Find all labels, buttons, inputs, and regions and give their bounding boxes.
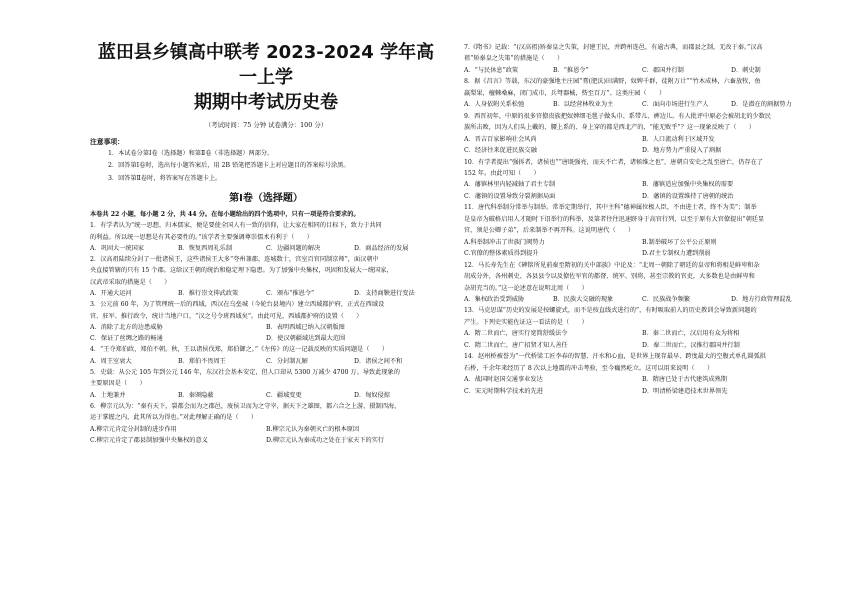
question-stem-line: 产生。下列史实能佐证这一看法的是（ ） bbox=[464, 318, 588, 326]
question-stem-line: 官，须是公卿子弟”，后来制举不再开科。这说明唐代（ ） bbox=[464, 227, 635, 235]
answer-option: B．表明西域已纳入汉朝版图 bbox=[266, 323, 345, 331]
question-stem-line: 主要原因是（ ） bbox=[90, 380, 146, 388]
question-stem-line: 5．史载：从公元 105 年到公元 146 年，东汉社会基本安定，但人口却从 5300 万减少 4700 万。导致此现象的 bbox=[90, 369, 400, 377]
question-stem-line: 4．“王夺郑伯政，郑伯不朝。秋，王以诸侯伐郑，郑伯御之。”《左传》的这一记载反映的实质问题是（ ） bbox=[90, 346, 388, 354]
question-stem-line: 的利益。所以统一思想是有其必要性的。”该学者主要强调尊崇儒术有利于（ ） bbox=[90, 233, 313, 241]
answer-option: B．隋唐已处于古代建筑成熟期 bbox=[642, 376, 727, 384]
answer-option: D．使汉朝疆域达到最大范围 bbox=[266, 335, 346, 343]
question-stem-line: 族所击败，因为人们头上戴的、腰上系的、身上穿的都是西北产的，“能无败乎”？这一现象反映了（ ） bbox=[464, 124, 755, 132]
answer-option: B．民族大交融的现象 bbox=[553, 295, 614, 303]
question-stem-line: 9．西晋初年，中原的很多官僚贵族把奴婢细毛毯子做头巾、系带儿、裤边儿。有人批评中原必会被胡北的少数民 bbox=[464, 112, 772, 120]
answer-option: B．秦颁隐蔽 bbox=[178, 391, 214, 399]
answer-option: C．隋二世而亡，唐广招贤才知人善任 bbox=[464, 341, 568, 349]
answer-option: C．分封制瓦解 bbox=[266, 357, 308, 365]
answer-option: D.君主专制权力遭到削弱 bbox=[642, 250, 711, 258]
answer-option: A．开通大运河 bbox=[90, 290, 132, 297]
exam-title-line-2: 期期中考试历史卷 bbox=[194, 92, 338, 113]
answer-option: B．“推恩令” bbox=[553, 66, 589, 74]
notice-item-3: 3．回答第Ⅱ卷时，将答案写在答题卡上。 bbox=[108, 174, 222, 182]
section-title: 第Ⅰ卷（选择题） bbox=[229, 193, 303, 205]
answer-options bbox=[90, 243, 442, 254]
answer-option: D．藩镇的设置维持了唐朝的统治 bbox=[642, 192, 734, 200]
answer-option: D．刺史制 bbox=[731, 66, 761, 74]
question-stem-line: 汉武帝采取的措施是（ ） bbox=[90, 278, 171, 286]
question-stem-line: 官、驻军、推行政令，统计当地户口，“汉之号令班西域矣”。由此可见，西域都护府的设置（ ） bbox=[90, 312, 363, 320]
answer-option: D．是潜在的割据势力 bbox=[731, 101, 792, 109]
answer-option: C．郡国并行制 bbox=[642, 66, 684, 74]
question-stem-line: 是皇帝为破格启用人才随时下诏举行的科举，及第者往往迅速跻身于高官行列，以至于原有大官僚提出“朝廷显 bbox=[464, 215, 765, 223]
question-block bbox=[90, 254, 442, 299]
answer-option: B．郑伯不畏周王 bbox=[178, 357, 226, 365]
answer-option: D．匈奴侵掠 bbox=[354, 391, 390, 399]
answer-option: D．秦二世而亡，汉推行郡国并行制 bbox=[642, 341, 740, 349]
answer-option: A．“与民休息”政策 bbox=[464, 66, 519, 74]
answer-option: B．恢复西周礼乐制 bbox=[178, 244, 233, 252]
question-block bbox=[464, 351, 820, 397]
question-block bbox=[464, 157, 820, 203]
question-stem-line: 6．柳宗元认为：“秦有天下，裂都会而为之郡邑，废侯卫而为之守宰，据天下之雄图，都六合之上游，摄制四海， bbox=[90, 402, 401, 410]
answer-option: C．藩镇的设置导致分裂割据局面 bbox=[464, 192, 556, 200]
answer-option: A．周王室衰大 bbox=[90, 357, 132, 365]
answer-option: C．面向市场进行生产人 bbox=[642, 101, 709, 109]
answer-option: B．以经营林牧业为主 bbox=[553, 101, 614, 109]
answer-option: A．藩镇林里内轻减轴了君主专制 bbox=[464, 181, 556, 189]
answer-option: A．消除了北方的边患威胁 bbox=[90, 323, 163, 331]
question-block bbox=[90, 344, 442, 367]
answer-option: D．商品经济的发展 bbox=[354, 244, 409, 252]
answer-options bbox=[90, 356, 442, 367]
answer-option: D.柳宗元认为秦成功之处在于家天下的实行 bbox=[266, 436, 385, 444]
answer-option: A．土地兼并 bbox=[90, 391, 126, 399]
notice-item-2: 2．回答第Ⅰ卷时，选出每小题答案后，用 2B 铅笔把答题卡上对应题目的答案标号涂黑。 bbox=[108, 162, 350, 170]
answer-option: B.制举破坏了公平公正原则 bbox=[642, 238, 717, 246]
answer-option: B．推行崇文抑武政策 bbox=[178, 290, 239, 297]
question-stem-line: 祖“矫秦皇之失策”的措施是（ ） bbox=[464, 55, 564, 63]
question-block bbox=[464, 42, 820, 76]
question-stem-line: 石桥，千余年来经历了 8 次以上地震的冲击考验，至今巍然屹立。这可以用来说明（ ） bbox=[464, 364, 714, 372]
question-stem-line: 央直接管辖的只有 15 个郡。这给汉王朝的统治和稳定埋下隐患。为了加强中央集权，巩固和发展大一统国家， bbox=[90, 267, 393, 275]
question-stem-line: 14．赵州桥被誉为“一代桥梁工匠李春的智慧、汗水和心血，是世界上现存最早、跨度最大的空腹式单孔圆弧拱 bbox=[464, 353, 766, 361]
right-question-list bbox=[464, 42, 820, 397]
answer-options bbox=[464, 374, 820, 397]
exam-title bbox=[90, 40, 442, 115]
answer-option: D．地方行政管理混乱 bbox=[731, 295, 792, 303]
right-column bbox=[464, 42, 820, 397]
answer-options bbox=[90, 424, 442, 447]
answer-options bbox=[464, 328, 820, 351]
answer-option: D．诸侯之间不和 bbox=[354, 357, 403, 365]
question-stem-line: 152 年。由此可知（ ） bbox=[464, 169, 540, 177]
left-column bbox=[90, 40, 442, 446]
notice-heading: 注意事项： bbox=[90, 138, 124, 146]
answer-options bbox=[90, 288, 442, 299]
question-block bbox=[90, 220, 442, 254]
answer-option: A．隋二世而亡，唐实行宽简舒缓法令 bbox=[464, 330, 568, 338]
answer-option: C．边疆问题的解决 bbox=[266, 244, 321, 252]
answer-options bbox=[464, 134, 820, 157]
answer-option: C．经济往来促进民族交融 bbox=[464, 147, 537, 155]
answer-options bbox=[464, 237, 820, 260]
answer-option: C．疆域变更 bbox=[266, 391, 302, 399]
answer-options bbox=[464, 99, 820, 110]
answer-option: B．秦二世而亡，汉启用有众为将相 bbox=[642, 330, 740, 338]
question-stem-line: 3．公元前 60 年，为了管理统一后的西域，西汉在乌垒城（今轮台县境内）建立西域都护府，正式在西域设 bbox=[90, 301, 385, 309]
answer-option: B.柳宗元认为秦朝灭亡的根本原因 bbox=[266, 425, 360, 433]
answer-option: C．民族战争频繁 bbox=[642, 295, 691, 303]
question-block bbox=[464, 76, 820, 110]
question-stem-line: 8．据《昌言》等载，东汉的豪强地主庄园“膏(肥沃)田满野，奴婢千群，徒附万计”“竹木成林，六畜放牧，鱼 bbox=[464, 78, 761, 86]
answer-options bbox=[464, 65, 820, 76]
answer-option: A．晋吉百家影响社会风尚 bbox=[464, 135, 537, 143]
exam-meta: （考试时间：75 分钟 试卷满分：100 分） bbox=[204, 121, 328, 129]
question-block bbox=[464, 260, 820, 306]
answer-option: C．保证了丝绸之路的畅通 bbox=[90, 335, 163, 343]
answer-options bbox=[90, 322, 442, 345]
question-stem-line: 11．唐代科举制分常举与制举。常举定期举行，其中主科“德神属位极人臣，不由进士者，终不为美”；制举 bbox=[464, 204, 757, 212]
question-block bbox=[90, 401, 442, 446]
answer-option: C．颁布“推恩令” bbox=[266, 290, 315, 297]
notice-item-1: 1．本试卷分第Ⅰ卷（选择题）和第Ⅱ卷（非选择题）两部分。 bbox=[108, 150, 274, 157]
answer-option: A．集权政治受到威胁 bbox=[464, 295, 525, 303]
answer-options bbox=[464, 294, 820, 305]
question-block bbox=[464, 202, 820, 259]
left-question-list bbox=[90, 220, 442, 446]
exam-title-line-1: 蓝田县乡镇高中联考 2023-2024 学年高一上学 bbox=[97, 42, 435, 88]
question-stem-line: 2．汉高祖陆续分封了一批诸侯王，这些诸侯王大多“夸州兼郡，连城数十，宫室百官同制京师”，面汉朝中 bbox=[90, 256, 379, 264]
question-stem-line: 1．有学者认为“统一思想，归本儒家，便是要使全国人有一致的信仰，让大家在相同的目标下，致力于共同 bbox=[90, 222, 382, 230]
answer-options bbox=[90, 390, 442, 401]
question-block bbox=[90, 299, 442, 344]
question-block bbox=[90, 367, 442, 401]
question-block bbox=[464, 111, 820, 157]
question-stem-line: 赢梨果，檀棘桑麻，闭门成市，兵弩器械，赀至百万”。这类庄园（ ） bbox=[464, 89, 666, 97]
answer-option: A.柳宗元肯定分封制的进步作用 bbox=[90, 425, 177, 433]
answer-option: D．明清桥梁建造技术世界领先 bbox=[642, 387, 728, 395]
question-stem-line: 7.《隋书》记载：“(汉高祖)矫秦皇之失策，封建王民，并跨州连邑，有逾古典，而郡县之制，无改于秦。”汉高 bbox=[464, 44, 763, 51]
answer-option: C．宋元时期科学技术的先进 bbox=[464, 387, 543, 395]
section-description: 本卷共 22 小题，每小题 2 分，共 44 分。在每小题给出的四个选项中，只有一项是符合要求的。 bbox=[90, 211, 360, 219]
answer-option: B．人口流动利于区域开发 bbox=[642, 135, 715, 143]
question-stem-line: 运于掌握之内，此其所以为得也。”对此理解正确的是（ ） bbox=[90, 414, 258, 422]
question-stem-line: 10．有学者提出“强拆者，诸侯也”“唐既强亮，而天不亡者，诸候维之也”，唐朝自安史之乱至唐亡，仍存在了 bbox=[464, 158, 763, 166]
question-stem-line: 12．马长寿先生在《碑铭所见前秦至隋初的关中部族》中论及：“北周一朝除了朝廷的皇帝和将相是鲜卑和杂 bbox=[464, 261, 760, 269]
question-stem-line: 13．马克思谋“历史的发展是按螺旋式，而不是按直线式进行的”，有时吸取前人的历史教训会导致新问题的 bbox=[464, 307, 757, 315]
answer-option: C.官僚的整体素质得到提升 bbox=[464, 250, 539, 258]
question-stem-line: 杂胡充当的。”这一论述意在说明北周（ ） bbox=[464, 284, 588, 292]
answer-option: B．藩镇适应加强中央集权的需要 bbox=[642, 181, 734, 189]
answer-options bbox=[464, 179, 820, 202]
question-stem-line: 胡成分外，各州刺史、各县县令以及僚佐军官的都督、统军、别将，甚至宗教的官吏，大多数也是由鲜卑和 bbox=[464, 273, 755, 281]
answer-option: A.科举制冲击了世族门阀势力 bbox=[464, 238, 545, 246]
answer-option: A．人身依附关系松弛 bbox=[464, 101, 525, 109]
answer-option: C.柳宗元肯定了郡县制加强中央集权的意义 bbox=[90, 436, 208, 444]
question-block bbox=[464, 305, 820, 351]
answer-option: D．地方势力严重侵入了割据 bbox=[642, 147, 722, 155]
answer-option: A．战国时赵国交通事业发达 bbox=[464, 376, 543, 384]
answer-option: A．巩固大一统国家 bbox=[90, 244, 144, 252]
answer-option: D．支持商鞅进行变法 bbox=[354, 290, 415, 297]
